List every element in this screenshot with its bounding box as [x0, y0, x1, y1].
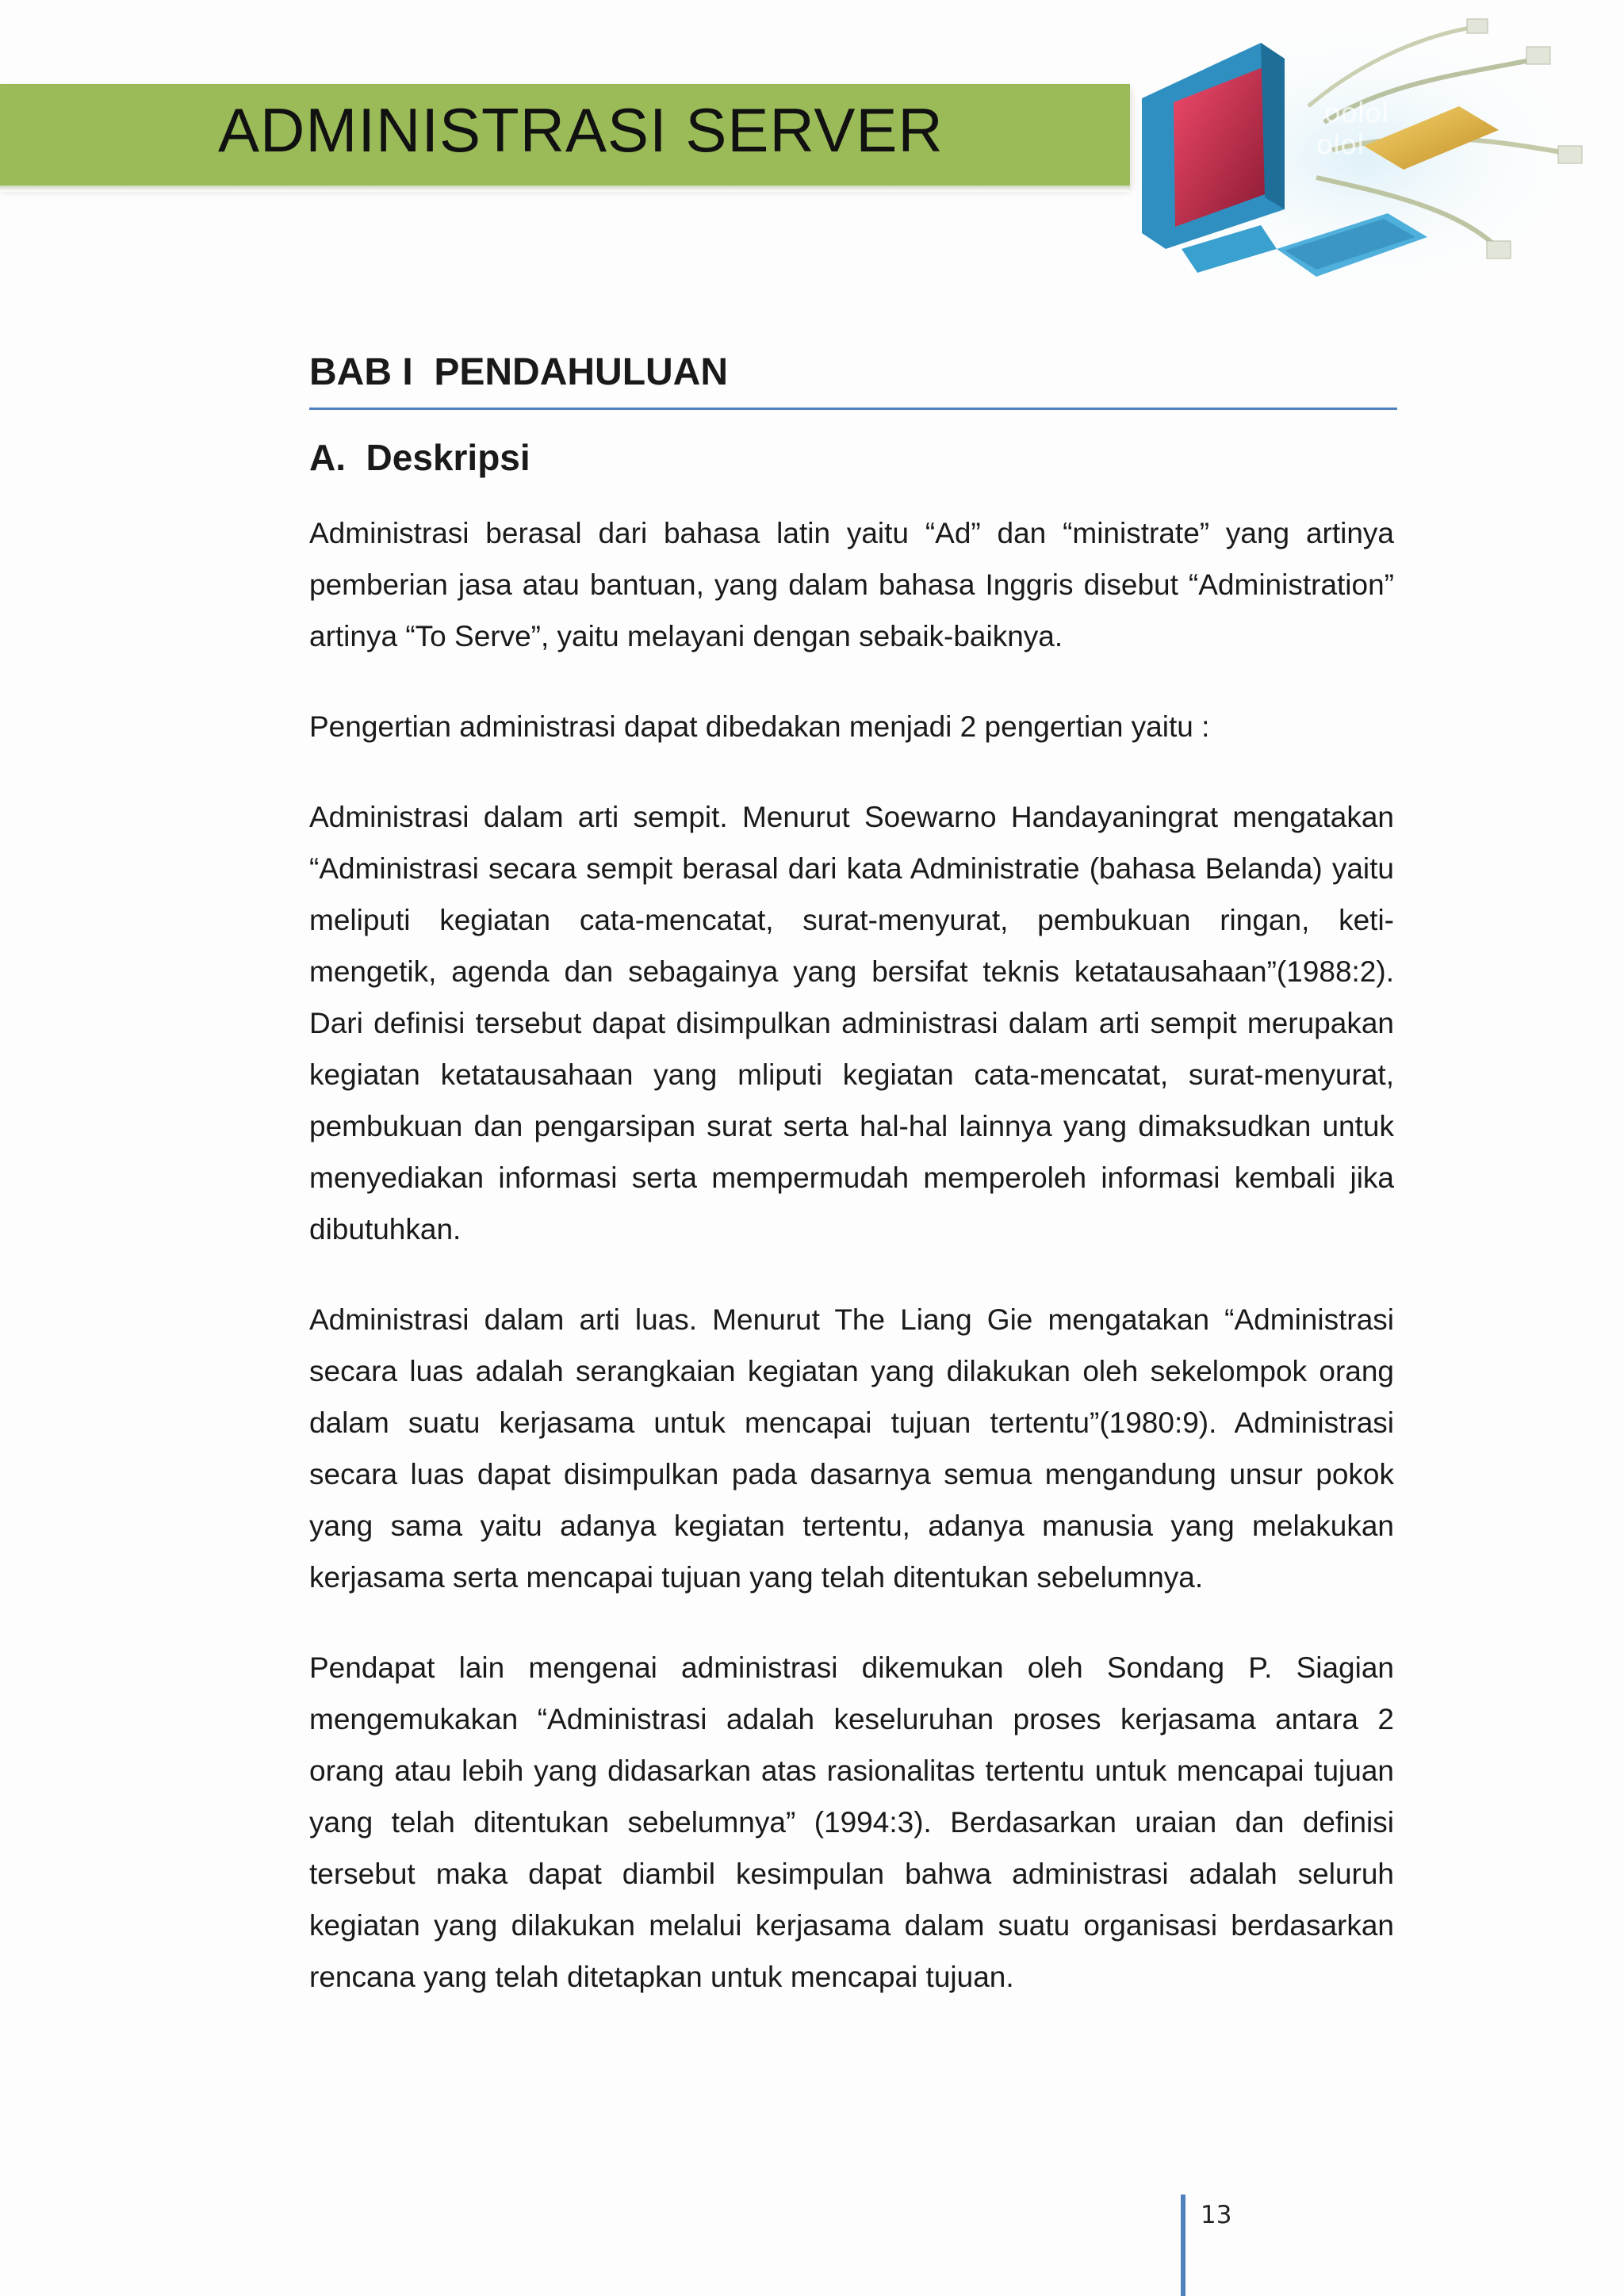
paragraph: Administrasi dalam arti sempit. Menurut Soewarno Handayaningrat mengatakan “Administrasi secara sempit berasal dari kata Administratie (bahasa Belanda) yaitu meliputi kegiatan cata-mencatat, surat-menyurat, pembukuan ringan, keti-mengetik, agenda dan sebagainya yang bersifat teknis ketatausahaan”(1988:2). Dari definisi tersebut dapat disimpulkan administrasi dalam arti sempit merupakan kegiatan ketatausahaan yang mliputi kegiatan cata-mencatat, surat-menyurat, pembukuan dan pengarsipan surat serta hal-hal lainnya yang dimaksudkan untuk menyediakan informasi serta mempermudah memperoleh informasi kembali jika dibutuhkan.	[309, 801, 1394, 1246]
chapter-title: BAB I PENDAHULUAN	[309, 351, 728, 393]
paragraph: Administrasi dalam arti luas. Menurut The Liang Gie mengatakan “Administrasi secara luas adalah serangkaian kegiatan yang dilakukan oleh sekelompok orang dalam suatu kerjasama untuk mencapai tujuan tertentu”(1980:9). Administrasi secara luas dapat disimpulkan pada dasarnya semua mengandung unsur pokok yang sama yaitu adanya kegiatan tertentu, adanya manusia yang melakukan kerjasama serta mencapai tujuan yang telah ditentukan sebelumnya.	[309, 1303, 1394, 1594]
body-text	[309, 507, 1394, 2003]
page-number: 13	[1201, 2201, 1232, 2229]
computer-network-icon	[1126, 11, 1602, 304]
chapter-divider	[309, 408, 1397, 410]
svg-text:oolol: oolol	[1324, 98, 1389, 129]
paragraph: Pendapat lain mengenai administrasi dikemukan oleh Sondang P. Siagian mengemukakan “Administrasi adalah keseluruhan proses kerjasama antara 2 orang atau lebih yang didasarkan atas rasionalitas tertentu untuk mencapai tujuan yang telah ditentukan sebelumnya” (1994:3). Berdasarkan uraian dan definisi tersebut maka dapat diambil kesimpulan bahwa administrasi adalah seluruh kegiatan yang dilakukan melalui kerjasama dalam suatu organisasi berdasarkan rencana yang telah ditetapkan untuk mencapai tujuan.	[309, 1651, 1394, 1993]
paragraph: Administrasi berasal dari bahasa latin yaitu “Ad” dan “ministrate” yang artinya pemberian jasa atau bantuan, yang dalam bahasa Inggris disebut “Administration” artinya “To Serve”, yaitu melayani dengan sebaik-baiknya.	[309, 517, 1394, 652]
section-title: A. Deskripsi	[309, 437, 530, 478]
document-header-title: ADMINISTRASI SERVER	[218, 95, 944, 165]
footer-bar	[1181, 2195, 1185, 2296]
paragraph: Pengertian administrasi dapat dibedakan menjadi 2 pengertian yaitu :	[309, 710, 1210, 743]
svg-text:olol: olol	[1316, 129, 1365, 161]
